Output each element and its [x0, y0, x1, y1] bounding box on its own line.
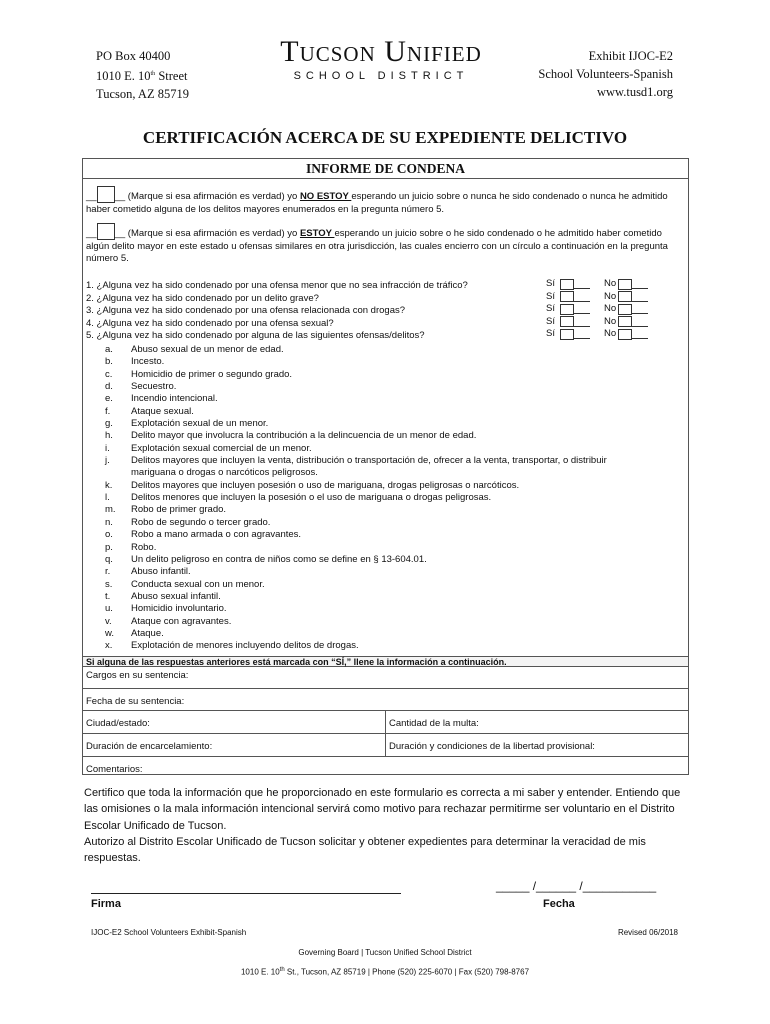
sentence-date-label: Fecha de su sentencia:: [86, 696, 185, 707]
district-website: www.tusd1.org: [596, 85, 673, 99]
yes-checkbox[interactable]: [560, 291, 574, 302]
option2-prefix: __: [86, 228, 97, 239]
no-checkbox[interactable]: [618, 291, 632, 302]
sentence-date-field[interactable]: [83, 689, 688, 711]
offense-text: Robo a mano armada o con agravantes.: [131, 529, 302, 541]
certification-text: [84, 785, 686, 866]
offense-item: [105, 616, 607, 628]
yes-label: Sí: [546, 303, 555, 314]
offense-text: Robo.: [131, 541, 157, 553]
answer-row-5: [546, 328, 658, 341]
option1-prefix-tail: __: [114, 191, 126, 202]
offense-text: Abuso sexual de un menor de edad.: [131, 344, 284, 355]
yes-label: Sí: [546, 290, 555, 302]
followup-fields: [83, 656, 688, 781]
offense-item: [105, 628, 607, 640]
certification-paragraph-2: Autorizo al Distrito Escolar Unificado de Tucson solicitar y obtener expedientes para determinar la veracidad de mis respuestas.: [84, 835, 646, 865]
offense-text: Delitos menores que incluyen la posesión o el uso de mariguana o drogas peligrosas.: [131, 492, 492, 504]
city-fine-row: [83, 711, 688, 734]
offense-letter: t.: [105, 590, 111, 602]
offense-letter: d.: [105, 381, 113, 393]
answer-row-4: [546, 316, 658, 329]
charges-label: Cargos en su sentencia:: [86, 670, 189, 681]
comments-label: Comentarios:: [86, 764, 143, 775]
signature-line[interactable]: [91, 884, 401, 894]
offense-item: [105, 369, 607, 381]
probation-field[interactable]: Duración y condiciones de la libertad provisional:: [389, 741, 595, 752]
offense-item: [105, 517, 607, 529]
incarceration-field[interactable]: Duración de encarcelamiento:: [83, 734, 386, 756]
option2-emphasis: ESTOY: [299, 228, 335, 239]
offense-item: [105, 381, 607, 393]
option-not-pending: [86, 186, 684, 216]
question-4: 4. ¿Alguna vez ha sido condenado por una ofensa sexual?: [86, 317, 334, 329]
offense-letter: m.: [105, 504, 116, 516]
offense-letter: i.: [105, 442, 110, 454]
offense-letter: x.: [105, 640, 113, 652]
offense-item: [105, 356, 607, 368]
offense-text: Delitos mayores que incluyen posesión o uso de mariguana, drogas peligrosas o narcóticos.: [131, 479, 520, 491]
offense-item: [105, 591, 607, 603]
no-label: No: [604, 290, 617, 302]
yes-blank: [574, 304, 590, 314]
option-pending: [86, 223, 684, 266]
no-blank: [632, 292, 648, 302]
question-1: 1. ¿Alguna vez ha sido condenado por una ofensa menor que no sea infracción de tráfico?: [86, 280, 468, 291]
offense-text: Homicidio de primer o segundo grado.: [131, 368, 293, 380]
offense-item: [105, 529, 607, 541]
fine-field[interactable]: Cantidad de la multa:: [389, 718, 479, 729]
exhibit-number: Exhibit IJOC-E2: [588, 49, 673, 63]
yes-label: Sí: [546, 328, 555, 339]
no-label: No: [604, 303, 617, 314]
offense-text: Ataque sexual.: [131, 405, 194, 417]
incarceration-probation-row: [83, 734, 688, 757]
offense-text: Secuestro.: [131, 381, 177, 393]
offense-letter: s.: [105, 578, 113, 590]
no-label: No: [604, 315, 617, 327]
option1-before: (Marque si esa afirmación es verdad) yo: [127, 191, 300, 202]
offense-letter: c.: [105, 368, 113, 380]
option2-checkbox[interactable]: [97, 223, 115, 240]
offense-text: Explotación sexual de un menor.: [131, 418, 269, 430]
offense-text: Abuso sexual infantil.: [131, 590, 221, 602]
charges-field[interactable]: [83, 667, 688, 689]
no-blank: [632, 304, 648, 314]
form-code: IJOC-E2 School Volunteers Exhibit-Spanish: [91, 928, 247, 937]
offense-item: [105, 603, 607, 615]
yes-checkbox[interactable]: [560, 316, 574, 327]
answer-columns: [546, 278, 658, 341]
offense-text: Ataque.: [131, 627, 164, 639]
option2-before: (Marque si esa afirmación es verdad) yo: [127, 228, 300, 239]
option2-prefix-tail: __: [114, 228, 126, 239]
offense-item: [105, 455, 607, 467]
option1-prefix: __: [86, 191, 97, 202]
offense-letter: r.: [105, 566, 111, 578]
option1-checkbox[interactable]: [97, 186, 115, 203]
offense-letter: u.: [105, 603, 113, 615]
logo-main-text: Tucson Unified: [280, 35, 482, 68]
sender-address: [96, 47, 189, 103]
section-title: INFORME DE CONDENA: [83, 159, 688, 179]
city-state-field[interactable]: Ciudad/estado:: [83, 711, 386, 733]
offense-letter: p.: [105, 541, 113, 553]
offense-letter: w.: [105, 627, 114, 639]
signature-label: Firma: [91, 898, 121, 910]
footer-contact: 1010 E. 10th St., Tucson, AZ 85719 | Phone (520) 225-6070 | Fax (520) 798-8767: [240, 967, 530, 977]
no-label: No: [604, 328, 617, 339]
yes-label: Sí: [546, 315, 555, 327]
offense-letter: q.: [105, 553, 113, 565]
offense-text: Delito mayor que involucra la contribución a la delincuencia de un menor de edad.: [131, 430, 477, 442]
offense-letter: a.: [105, 344, 113, 355]
district-logo: [236, 36, 526, 82]
offense-text: Robo de primer grado.: [131, 504, 227, 516]
offense-item: [105, 492, 607, 504]
offense-text: Explotación sexual comercial de un menor.: [131, 442, 312, 454]
question-5: 5. ¿Alguna vez ha sido condenado por alguna de las siguientes ofensas/delitos?: [86, 330, 425, 341]
offense-letter: n.: [105, 516, 113, 528]
answer-row-3: [546, 303, 658, 316]
offense-letter: [105, 467, 131, 479]
address-po-box: PO Box 40400: [96, 49, 171, 63]
answer-row-2: [546, 291, 658, 304]
date-blanks[interactable]: _____ /______ /___________: [496, 879, 657, 893]
offense-item: [105, 393, 607, 405]
comments-field[interactable]: [83, 757, 688, 781]
offense-text: Un delito peligroso en contra de niños como se define en § 13-604.01.: [131, 553, 427, 565]
certification-paragraph-1: Certifico que toda la información que he proporcionado en este formulario es correcta a mi saber y entender. Entiendo que las omisiones o la mala información intencional servirá como motivo para rechazar permitirme ser voluntario en el Distrito Escolar Unificado de Tucson.: [84, 787, 681, 832]
yes-blank: [574, 292, 590, 302]
no-blank: [632, 329, 648, 339]
offense-item: [105, 480, 607, 492]
revision-date: Revised 06/2018: [617, 928, 678, 937]
offense-item: [105, 430, 607, 442]
exhibit-info: [538, 47, 673, 101]
option1-emphasis: NO ESTOY: [299, 191, 352, 202]
yes-checkbox[interactable]: [560, 304, 574, 315]
offense-letter: k.: [105, 479, 113, 491]
offense-letter: l.: [105, 492, 110, 504]
offense-text: Delitos mayores que incluyen la venta, distribución o transportación de, ofrecer a la venta, transportar, o distribuir: [131, 455, 607, 467]
offense-item: [105, 344, 607, 356]
offense-letter: h.: [105, 430, 113, 442]
offense-text: Incesto.: [131, 356, 165, 368]
offense-text: mariguana o drogas o narcóticos peligrosos.: [131, 467, 318, 479]
offense-text: Homicidio involuntario.: [131, 603, 227, 615]
offense-letter: o.: [105, 529, 113, 541]
offense-letter: f.: [105, 405, 111, 417]
no-checkbox[interactable]: [618, 316, 632, 327]
option2-after: esperando un juicio sobre o he sido condenado o he admitido haber cometido algún delito mayor en este estado u ofensas similares en otra jurisdicción, las cuales encierro con un círculo a continuación en la pregunta número 5.: [86, 228, 668, 264]
offense-item: [105, 418, 607, 430]
followup-instruction: Si alguna de las respuestas anteriores está marcada con “SÍ,” llene la información a continuación.: [83, 656, 688, 667]
no-blank: [632, 317, 648, 327]
offense-text: Incendio intencional.: [131, 393, 218, 405]
offense-letter: j.: [105, 455, 110, 467]
offense-text: Robo de segundo o tercer grado.: [131, 516, 271, 528]
yes-label: Sí: [546, 278, 555, 289]
footer-board: Governing Board | Tucson Unified School District: [298, 948, 472, 957]
offense-item: [105, 406, 607, 418]
question-list: [86, 280, 468, 343]
offense-text: Conducta sexual con un menor.: [131, 578, 265, 590]
yes-blank: [574, 329, 590, 339]
offense-letter: b.: [105, 356, 113, 368]
yes-checkbox[interactable]: [560, 329, 574, 340]
yes-checkbox[interactable]: [560, 279, 574, 290]
offense-item: [105, 504, 607, 516]
no-label: No: [604, 278, 617, 289]
no-checkbox[interactable]: [618, 329, 632, 340]
conviction-report-box: [82, 158, 689, 775]
page-title: CERTIFICACIÓN ACERCA DE SU EXPEDIENTE DELICTIVO: [142, 128, 628, 147]
date-label: Fecha: [543, 898, 575, 910]
no-blank: [632, 279, 648, 289]
offense-letter: g.: [105, 418, 113, 430]
logo-sub-text: SCHOOL DISTRICT: [293, 70, 469, 82]
question-2: 2. ¿Alguna vez ha sido condenado por un delito grave?: [86, 292, 319, 304]
offense-list: [105, 344, 607, 653]
offense-item: [105, 640, 607, 652]
offense-letter: v.: [105, 615, 112, 627]
offense-item: [105, 554, 607, 566]
option1-after: esperando un juicio sobre o nunca he sido condenado o nunca he admitido haber cometido alguna de los delitos mayores enumerados en la pregunta número 5.: [86, 191, 668, 215]
offense-item: [105, 443, 607, 455]
offense-letter: e.: [105, 393, 113, 405]
address-street: 1010 E. 10th Street: [96, 69, 188, 84]
offense-text: Ataque con agravantes.: [131, 615, 232, 627]
offense-item: [105, 542, 607, 554]
no-checkbox[interactable]: [618, 279, 632, 290]
offense-text: Explotación de menores incluyendo delitos de drogas.: [131, 640, 359, 652]
exhibit-subject: School Volunteers-Spanish: [538, 67, 673, 81]
answer-row-1: [546, 278, 658, 291]
offense-item: [105, 467, 607, 479]
yes-blank: [574, 279, 590, 289]
offense-item: [105, 566, 607, 578]
offense-item: [105, 579, 607, 591]
no-checkbox[interactable]: [618, 304, 632, 315]
yes-blank: [574, 317, 590, 327]
question-3: 3. ¿Alguna vez ha sido condenado por una ofensa relacionada con drogas?: [86, 305, 406, 316]
offense-text: Abuso infantil.: [131, 566, 191, 578]
address-city: Tucson, AZ 85719: [96, 87, 189, 102]
